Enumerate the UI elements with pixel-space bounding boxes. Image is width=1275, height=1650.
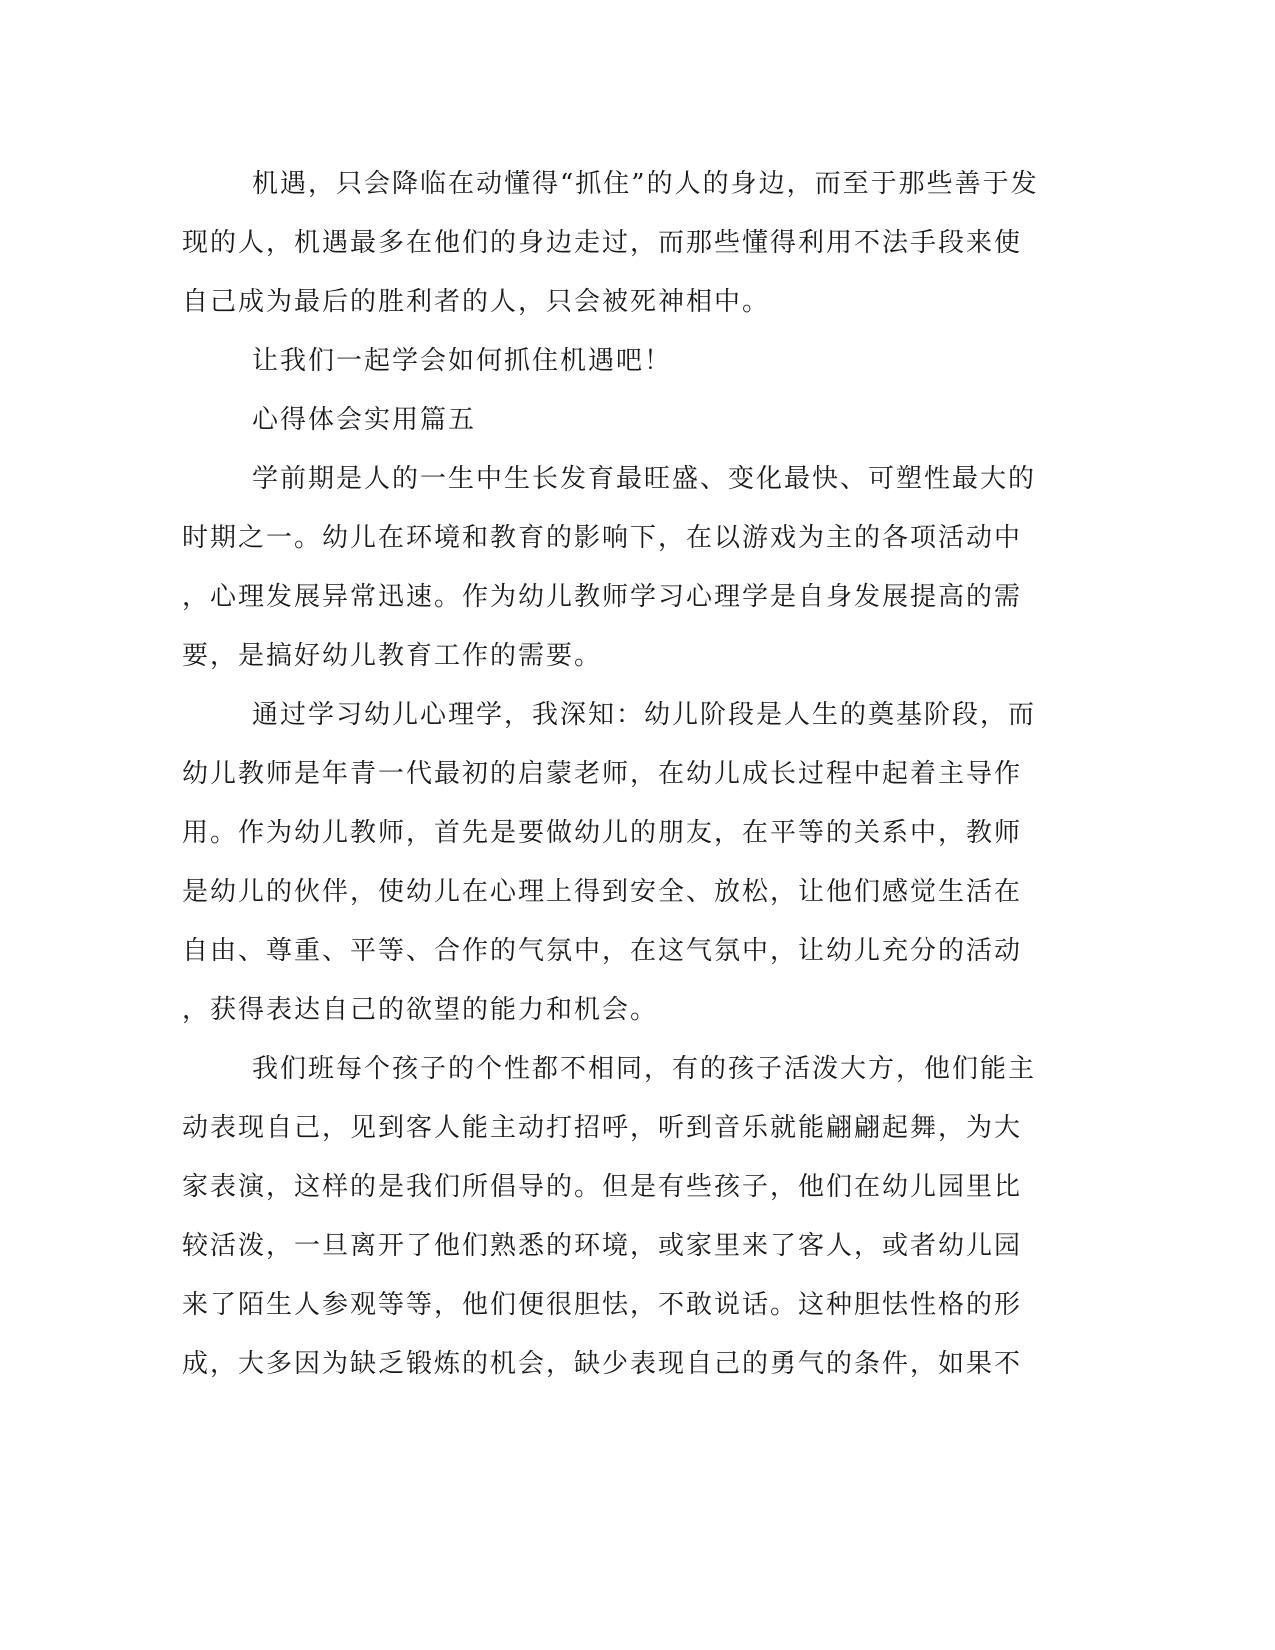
paragraph-line: 动表现自己，见到客人能主动打招呼，听到音乐就能翩翩起舞，为大 [182,1113,1023,1143]
paragraph-line: 要，是搞好幼儿教育工作的需要。 [182,641,603,671]
paragraph-line: 家表演，这样的是我们所倡导的。但是有些孩子，他们在幼儿园里比 [182,1172,1023,1202]
paragraph-line: 用。作为幼儿教师，首先是要做幼儿的朋友，在平等的关系中，教师 [182,818,1023,848]
paragraph-line: 成，大多因为缺乏锻炼的机会，缺少表现自己的勇气的条件，如果不 [182,1349,1023,1379]
paragraph-first-line: 我们班每个孩子的个性都不相同，有的孩子活泼大方，他们能主 [252,1054,1037,1084]
paragraph-line: 时期之一。幼儿在环境和教育的影响下，在以游戏为主的各项活动中 [182,523,1023,553]
document-body [182,155,1039,1394]
paragraph-line: 现的人，机遇最多在他们的身边走过，而那些懂得利用不法手段来使 [182,228,1023,258]
paragraph-first-line: 让我们一起学会如何抓住机遇吧！ [252,346,673,376]
paragraph-line: 是幼儿的伙伴，使幼儿在心理上得到安全、放松，让他们感觉生活在 [182,877,1023,907]
paragraph-line: ，获得表达自己的欲望的能力和机会。 [182,995,659,1025]
paragraph-first-line: 机遇，只会降临在动懂得“抓住”的人的身边，而至于那些善于发 [252,169,1039,199]
paragraph-line: 自己成为最后的胜利者的人，只会被死神相中。 [182,287,771,317]
paragraph-first-line: 学前期是人的一生中生长发育最旺盛、变化最快、可塑性最大的 [252,464,1037,494]
paragraph-line: ，心理发展异常迅速。作为幼儿教师学习心理学是自身发展提高的需 [182,582,1023,612]
paragraph-line: 自由、尊重、平等、合作的气氛中，在这气氛中，让幼儿充分的活动 [182,936,1023,966]
paragraph-line: 较活泼，一旦离开了他们熟悉的环境，或家里来了客人，或者幼儿园 [182,1231,1023,1261]
paragraph-line: 幼儿教师是年青一代最初的启蒙老师，在幼儿成长过程中起着主导作 [182,759,1023,789]
paragraph-first-line: 通过学习幼儿心理学，我深知：幼儿阶段是人生的奠基阶段，而 [252,700,1037,730]
paragraph-line: 来了陌生人参观等等，他们便很胆怯，不敢说话。这种胆怯性格的形 [182,1290,1023,1320]
paragraph-first-line: 心得体会实用篇五 [252,405,477,435]
